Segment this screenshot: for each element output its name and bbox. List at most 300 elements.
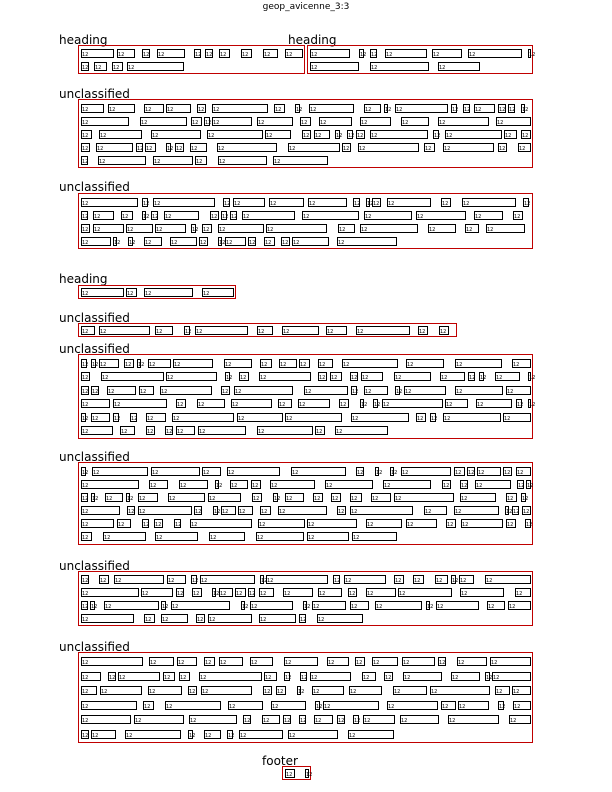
word-index: 12 [405,388,412,395]
word-box [304,386,348,395]
word-box [485,575,531,584]
word-box [347,130,353,139]
word-index: 12 [499,106,506,113]
word-box [138,506,192,515]
word-index: 12 [308,535,315,542]
word-index: 12 [156,535,163,542]
word-box [259,588,274,597]
word-index: 12 [395,495,402,502]
word-box [503,413,531,422]
word-index: 12 [128,64,135,71]
word-box [362,672,376,681]
word-index: 12 [365,106,372,113]
word-index: 12 [229,703,236,710]
word-index: 12 [235,388,242,395]
word-box [310,62,359,71]
word-index: 12 [82,535,89,542]
word-index: 12 [171,239,178,246]
word-box [148,686,182,695]
word-box [360,224,418,233]
word-index: 12 [251,660,258,667]
word-box [258,519,305,528]
word-box [98,156,146,165]
word-box [315,426,325,435]
word-box [521,130,531,139]
word-box [81,701,137,710]
word-box [208,614,252,623]
word-index: 12 [340,402,347,409]
word-box [439,326,449,335]
word-index: 12 [257,535,264,542]
word-box [144,288,193,297]
word-index: 12 [336,132,343,139]
word-index: 12 [516,591,523,598]
word-box [521,104,529,113]
word-box [91,493,99,502]
word-index: 12 [437,603,444,610]
word-index: 12 [505,132,512,139]
word-box [504,130,517,139]
word-index: 12 [326,482,333,489]
word-box [314,130,330,139]
word-box [153,156,193,165]
word-index: 12 [439,119,446,126]
word-index: 12 [403,660,410,667]
word-box [282,326,319,335]
word-index: 12 [265,239,272,246]
word-index: 12 [331,375,338,382]
word-index: 12 [118,52,125,59]
word-index: 12 [296,106,303,113]
word-index: 12 [174,361,181,368]
word-box [217,143,277,152]
word-index: 12 [414,578,421,585]
word-box [451,672,480,681]
word-index: 12 [193,591,200,598]
word-index: 12 [82,132,89,139]
word-index: 12 [143,522,150,529]
word-box [443,413,501,422]
word-box [212,588,220,598]
word-index: 12 [300,718,307,725]
word-index: 12 [425,145,432,152]
word-index: 12 [468,469,475,476]
word-index: 12 [359,145,366,152]
word-index: 12 [264,689,271,696]
word-index: 12 [82,291,89,297]
word-box [327,657,349,666]
word-box [283,715,291,724]
word-index: 12 [140,388,147,395]
word-index: 12 [434,132,441,139]
word-index: 12 [343,145,350,152]
word-box [305,769,313,778]
word-index: 12 [327,329,334,335]
word-box [438,657,446,666]
word-index: 12 [218,145,225,152]
word-index: 12 [260,616,267,623]
word-index: 12 [154,200,161,207]
word-box [170,237,197,246]
word-box [337,506,346,515]
word-box [382,399,443,408]
word-index: 12 [367,591,374,598]
word-box [125,730,181,739]
word-box [278,399,292,408]
word-index: 12 [464,106,471,113]
word-index: 12 [92,388,99,395]
word-box [457,657,487,666]
word-index: 12 [458,660,465,667]
word-box [176,588,184,597]
word-box [241,49,252,58]
word-index: 12 [477,402,484,409]
word-box [108,672,116,681]
word-box [274,104,285,113]
word-box [105,493,123,502]
word-box [364,211,412,220]
word-box [92,467,148,476]
word-box [173,359,213,368]
word-box [393,686,427,695]
word-box [151,467,200,476]
word-box [319,117,352,126]
word-index: 12 [452,106,459,113]
word-box [460,588,504,597]
word-index: 12 [442,200,449,207]
word-box [300,672,307,681]
word-box [81,480,139,489]
word-box [128,237,136,246]
word-box [315,701,323,710]
word-index: 12 [82,591,89,598]
word-index: 12 [102,375,109,382]
word-index: 12 [301,674,308,681]
word-index: 12 [283,329,290,335]
word-index: 12 [161,388,168,395]
word-index: 12 [303,213,310,220]
word-box [144,614,155,623]
word-box [526,480,534,489]
word-box [276,686,286,695]
word-index: 12 [371,52,378,59]
word-box [179,480,208,489]
word-box [144,104,164,113]
word-index: 12 [514,213,521,220]
word-box [151,211,158,220]
word-box [155,224,186,233]
word-box [394,372,431,381]
word-index: 12 [277,689,284,696]
word-index: 12 [274,158,281,165]
word-box [310,49,350,58]
word-index: 12 [167,145,174,152]
word-index: 12 [486,674,493,681]
word-box [213,506,221,516]
word-index: 12 [305,388,312,395]
word-index: 12 [522,495,529,502]
word-box [337,715,345,724]
word-index: 12 [338,239,345,246]
word-index: 12 [238,415,245,422]
word-box [189,715,237,724]
word-index: 12 [139,495,146,502]
word-index: 12 [199,429,206,436]
word-box [351,386,357,395]
word-box [191,117,202,126]
word-box [107,386,136,395]
word-index: 12 [314,495,321,502]
word-box [372,198,381,207]
word-index: 12 [82,106,89,113]
word-box [81,506,120,515]
word-box [485,672,493,681]
word-box [318,588,342,597]
word-index: 12 [92,732,99,739]
word-box [263,686,272,695]
word-box [384,672,393,681]
word-box [81,575,89,584]
word-index: 12 [242,52,249,59]
word-index: 12 [303,132,310,139]
word-box [219,588,233,597]
word-index: 12 [461,591,468,598]
word-index: 12 [226,239,233,246]
word-box [104,601,159,610]
region-label: unclassified [59,311,130,325]
word-box [118,672,160,681]
word-index: 12 [289,732,296,739]
word-index: 12 [82,482,89,489]
word-box [416,413,426,422]
word-index: 12 [396,388,403,395]
word-index: 12 [396,106,403,113]
word-box [495,686,510,695]
word-box [360,117,391,126]
word-box [195,326,248,335]
word-index: 12 [177,429,184,436]
word-index: 12 [231,482,238,489]
word-box [342,143,351,152]
layout-region [78,45,305,74]
word-box [455,386,503,395]
region-label: unclassified [59,559,130,573]
word-box [81,532,92,541]
word-index: 12 [82,429,89,436]
word-index: 12 [220,52,227,59]
region-label: footer [262,754,298,768]
word-box [257,326,273,335]
word-box [199,237,208,246]
word-index: 12 [523,509,530,516]
word-box [81,413,89,422]
word-box [168,493,205,502]
word-index: 12 [143,200,150,207]
word-box [149,657,174,666]
word-box [126,288,137,297]
word-box [188,730,196,739]
word-index: 12 [82,522,89,529]
word-index: 12 [106,495,113,502]
word-box [370,62,429,71]
word-box [265,130,291,139]
word-index: 12 [141,119,148,126]
word-box [460,493,496,502]
word-index: 12 [173,415,180,422]
word-index: 12 [300,616,307,623]
word-index: 12 [200,674,207,681]
word-index: 12 [219,158,226,165]
word-index: 12 [208,132,215,139]
word-box [441,701,456,710]
word-box [330,372,342,381]
word-box [81,426,113,435]
word-box [344,575,386,584]
word-index: 12 [152,213,159,220]
word-index: 12 [351,375,358,382]
word-box [224,359,252,368]
word-box [371,493,391,502]
word-index: 12 [356,660,363,667]
word-box [308,198,347,207]
word-index: 12 [466,226,473,233]
word-box [190,519,252,528]
word-box [312,601,346,610]
word-box [350,601,369,610]
word-index: 12 [82,388,89,395]
word-index: 12 [146,145,153,152]
word-box [93,224,124,233]
word-box [348,730,394,739]
word-box [127,62,184,71]
word-index: 12 [127,291,134,297]
word-index: 12 [499,703,506,710]
word-box [154,519,163,528]
word-box [363,715,395,724]
word-index: 12 [155,522,162,529]
word-index: 12 [82,674,89,681]
word-index: 12 [357,469,364,476]
word-index: 12 [267,578,274,585]
word-index: 12 [300,361,307,368]
word-box [251,480,261,489]
word-index: 12 [191,522,198,529]
word-index: 12 [114,415,121,422]
word-box [355,657,365,666]
word-box [339,399,349,408]
word-box [512,686,531,695]
word-box [383,480,431,489]
word-index: 12 [82,64,89,71]
word-box [130,413,137,422]
word-index: 12 [82,578,89,585]
word-index: 12 [201,578,208,585]
word-index: 12 [115,578,122,585]
word-box [167,575,186,584]
word-box [440,372,465,381]
word-index: 12 [315,718,322,725]
word-box [498,104,506,113]
word-box [81,288,124,297]
word-index: 12 [529,402,536,409]
word-box [384,104,392,113]
word-box [126,224,153,233]
word-index: 12 [286,495,293,502]
word-index: 12 [282,239,289,246]
word-index: 12 [216,482,223,489]
word-index: 12 [92,361,99,368]
word-box [418,326,428,335]
word-box [446,519,456,528]
word-box [302,130,311,139]
word-index: 12 [357,329,364,335]
word-index: 12 [100,578,107,585]
word-index: 12 [526,522,533,529]
word-index: 12 [82,119,89,126]
word-index: 12 [178,660,185,667]
word-index: 12 [402,119,409,126]
word-box [395,386,403,395]
word-index: 12 [166,429,173,436]
word-index: 12 [313,603,320,610]
word-box [100,686,142,695]
word-index: 12 [260,375,267,382]
word-box [81,117,129,126]
word-index: 12 [441,375,448,382]
word-index: 12 [350,689,357,696]
word-index: 12 [100,132,107,139]
word-box [144,237,162,246]
word-index: 12 [189,732,196,739]
word-box [528,399,536,409]
word-box [326,326,347,335]
word-index: 12 [145,291,152,297]
word-index: 12 [185,329,192,335]
word-index: 12 [527,482,534,489]
word-index: 12 [147,429,154,436]
word-index: 12 [220,660,227,667]
word-index: 12 [206,52,213,59]
word-box [333,575,340,584]
word-index: 12 [82,509,89,516]
word-index: 12 [272,703,279,710]
word-box [259,614,296,623]
word-index: 12 [352,388,359,395]
word-box [227,730,233,739]
word-box [124,359,134,368]
word-index: 12 [261,578,268,585]
word-box [91,386,99,395]
word-box [209,532,245,541]
word-box [513,701,531,710]
word-box [235,588,246,597]
word-index: 12 [339,226,346,233]
word-box [445,399,468,408]
word-index: 12 [338,718,345,725]
word-index: 12 [267,226,274,233]
word-index: 12 [205,660,212,667]
word-index: 12 [285,674,292,681]
word-box [81,493,88,502]
word-box [165,701,221,710]
word-index: 12 [213,106,220,113]
word-box [432,49,462,58]
word-box [403,672,442,681]
word-index: 12 [145,106,152,113]
word-index: 12 [318,616,325,623]
word-box [401,467,451,476]
word-index: 12 [524,200,531,207]
